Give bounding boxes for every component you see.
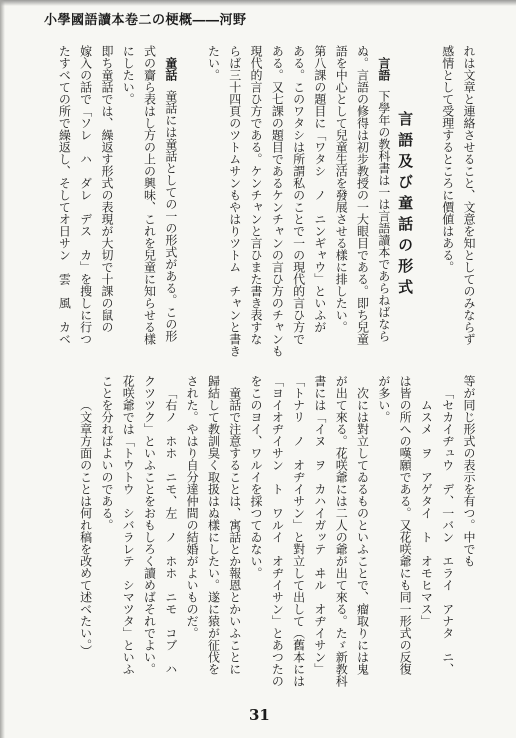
text-column: 書には「イヌ ヲ カハイガッテ ヰル オヂイサン」 [312,375,327,675]
text-column: 等が同じ形式の表示を有つ。中でも [462,375,476,567]
text-column: ある。又七課の題目であるケンチャンの言ひ方のチャンも [270,45,285,357]
closing-note: （文章方面のことは何れ稿を改めて述べたい。） [78,399,93,657]
page-number: 31 [249,706,270,724]
subheading-fairy-tale: 童話 [163,57,178,81]
text-column: をこのヨイ、ワルイを採つてゐない。 [249,375,264,579]
text-column: は皆の所への嘆願である。又花咲爺にも同一形式の反復 [398,375,413,675]
text-column: が多い。 [376,375,391,423]
lower-text-block [37,375,479,693]
text-column: された。やはり自分達仲間の結婚がよいものだ。 [185,375,200,639]
text-column: たすべての所で繰返し、そしてオ日サン 雲 風 カベ [57,45,72,345]
text-column: 感情として受理するところに價値はある。 [440,45,455,273]
running-head: 小學國語讀本卷二の梗概――河野 [44,13,247,28]
text-column: にしたい。 [121,45,136,105]
section-title: 言語及び童話の形式 [396,111,415,300]
text-column: ことを分ればよいのである。 [99,375,114,531]
quoted-column: ムスメ ヲ アゲタイ ト オモヒマス」 [419,399,434,627]
text-column: れは文章と連絡させること、文意を知としてのみならず [462,45,476,345]
subheading-language: 言語 [376,57,391,81]
text-column: 第八課の題目に「ワタシ ノ ニンギャウ」といふが [312,45,327,333]
text-column: 即ち童話では、繰返す形式の表現が大切で十課の鼠の [99,45,114,333]
text-column: クツツク」といふことをおもしろく讀めばそれでよい。 [142,375,157,675]
upper-text-block [37,45,479,361]
text-column: らば三十四頁のツトムサンもやはりツトム チャンと書き [227,45,242,357]
text-column [160,45,181,361]
text-run: 下學年の教科書は一は言語讀本であらねばなら [376,90,391,342]
text-column [373,45,394,361]
text-column: 次には對立してゐるものといふことで、瘤取りには鬼 [355,387,370,675]
quoted-column: 「右ノ ホホ ニモ、左 ノ ホホ ニモ コブ ハ [163,387,178,675]
text-column: 現代的言ひ方である。ケンチャンと言ひまた書き表すな [249,45,264,345]
text-column: 童話で注意することは、寓話とか報恩とかいふことに [227,387,242,675]
text-column: ぬ。言語の修得は初步教授の一大眼目である。即ち兒童 [355,45,370,345]
text-column: 語を中心として兒童生活を發展させる樣に排したい。 [334,45,349,333]
text-column: 「トナリ ノ オヂイサン」と對立して出して（舊本には [291,375,306,687]
text-column: 歸結して教訓臭く取扱はぬ樣にしたい。遂に猿が征伐を [206,375,221,675]
text-run: 童話には童話としての一の形式がある。この形 [163,90,178,342]
text-column: たい。 [206,45,221,81]
text-column: ある。このワタシは所謂私のことで一の現代的言ひ方で [291,45,306,345]
text-column: 花咲爺では「トウトウ シバラレテ シマツタ」といふ [121,375,136,675]
scan-edge-top [0,0,516,6]
blank-column [415,45,436,361]
text-column: 式の齎ら表はし方の上の興味、これを兒童に知らせる樣 [142,45,157,345]
quoted-column: 「セカイヂュウ デ、一バン エライ アナタ ニ、 [440,387,455,675]
scan-edge-left [0,0,5,738]
text-column: 「ヨイオヂイサン ト ワルイ オヂイサン」とあつたの [270,375,285,687]
text-column: が出て來る。花咲爺には二人の爺が出て來る。たゞ新教科 [334,375,349,687]
blank-column [181,45,202,361]
text-column: 嫁入の話で「ソレ ハ ダレ デス カ」を搜しに行つ [78,45,93,345]
